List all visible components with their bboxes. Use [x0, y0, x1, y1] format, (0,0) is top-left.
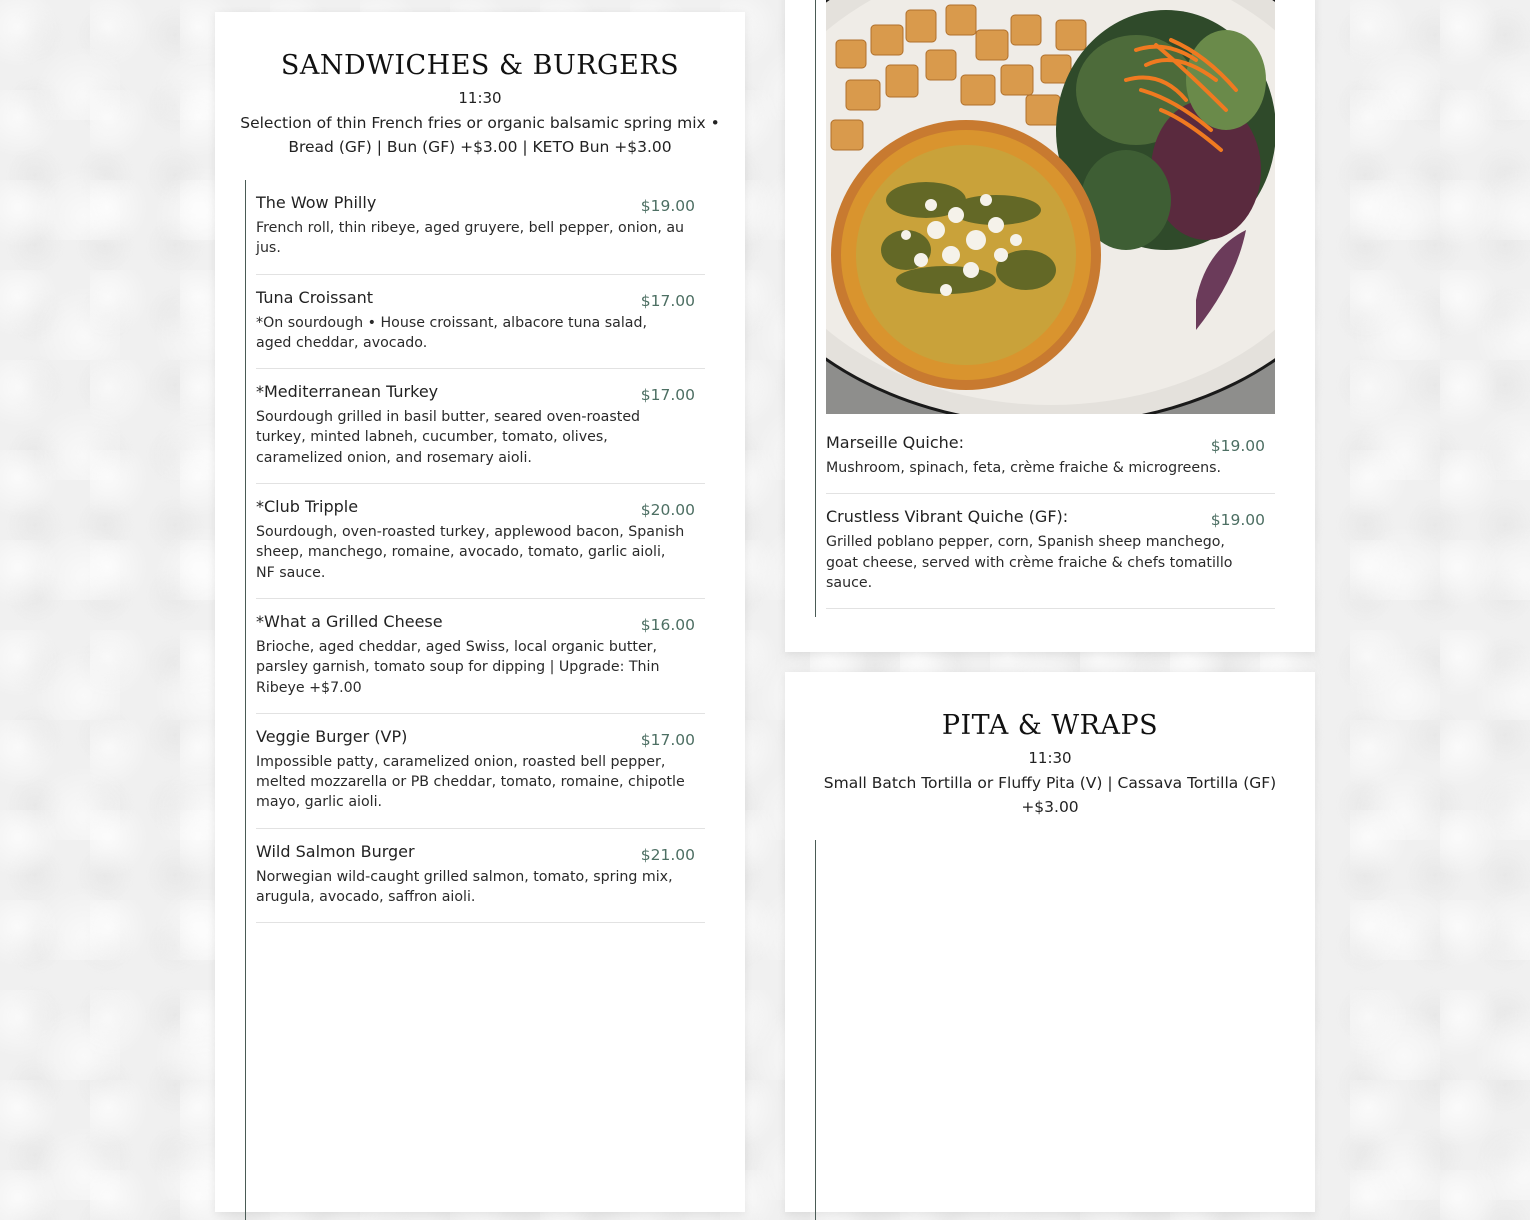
menu-item-name: *What a Grilled Cheese — [256, 611, 443, 631]
menu-item[interactable] — [826, 420, 1275, 494]
menu-item-name: *Club Tripple — [256, 497, 359, 517]
quiche-plate-photo — [826, 0, 1275, 414]
menu-item-description: *On sourdough • House croissant, albacore tuna salad, aged cheddar, avocado. — [256, 314, 648, 351]
menu-item-description: Mushroom, spinach, feta, crème fraiche & microgreens. — [826, 460, 1221, 476]
menu-item-name: *Mediterranean Turkey — [256, 382, 439, 402]
menu-item[interactable] — [256, 275, 705, 370]
menu-item-price: $17.00 — [640, 386, 695, 405]
quiche-card — [785, 0, 1315, 652]
menu-item-price: $19.00 — [1210, 511, 1265, 530]
menu-item-description: Sourdough grilled in basil butter, seared oven-roasted turkey, minted labneh, cucumber, tomato, olives, caramelized onion, and rosemary aioli. — [256, 409, 641, 466]
pita-wraps-card — [785, 672, 1315, 1212]
menu-item-price: $17.00 — [640, 291, 695, 310]
menu-item-name: Wild Salmon Burger — [256, 841, 415, 861]
section-accent-line — [815, 0, 816, 617]
menu-item[interactable] — [256, 484, 705, 599]
menu-item-description: Brioche, aged cheddar, aged Swiss, local organic butter, parsley garnish, tomato soup for dipping | Upgrade: Thin Ribeye +$7.00 — [256, 638, 660, 696]
menu-item-description: Sourdough, oven-roasted turkey, applewood bacon, Spanish sheep, manchego, romaine, avocado, tomato, garlic aioli, NF sauce. — [256, 524, 685, 581]
menu-item[interactable] — [256, 599, 705, 714]
menu-item-price: $17.00 — [640, 730, 695, 749]
menu-item-name: Crustless Vibrant Quiche (GF): — [826, 507, 1069, 527]
menu-item-price: $16.00 — [640, 615, 695, 634]
menu-item-description: Norwegian wild-caught grilled salmon, tomato, spring mix, arugula, avocado, saffron aioli. — [256, 868, 673, 906]
menu-item-name: Tuna Croissant — [256, 287, 374, 307]
section-accent-line — [245, 180, 246, 1220]
section-time: 11:30 — [458, 89, 502, 107]
menu-item-list — [826, 420, 1275, 609]
section-description: Small Batch Tortilla or Fluffy Pita (V) | Cassava Tortilla (GF) +$3.00 — [823, 774, 1277, 816]
menu-item[interactable] — [256, 180, 705, 275]
section-title: PITA & WRAPS — [941, 710, 1159, 741]
section-time: 11:30 — [1028, 749, 1072, 767]
menu-item-price: $20.00 — [640, 501, 695, 520]
menu-item-price: $19.00 — [1210, 437, 1265, 455]
menu-item[interactable] — [256, 714, 705, 829]
menu-item-description: Impossible patty, caramelized onion, roasted bell pepper, melted mozzarella or PB cheddar, tomato, romaine, chipotle mayo, garlic aioli. — [256, 753, 685, 811]
menu-item-price: $21.00 — [640, 845, 695, 864]
section-title: SANDWICHES & BURGERS — [280, 50, 680, 81]
menu-item-description: French roll, thin ribeye, aged gruyere, bell pepper, onion, au jus. — [256, 220, 685, 257]
menu-item-name: Veggie Burger (VP) — [256, 726, 408, 746]
menu-item[interactable] — [256, 369, 705, 484]
menu-item-name: Marseille Quiche: — [826, 433, 964, 452]
menu-item-description: Grilled poblano pepper, corn, Spanish sheep manchego, goat cheese, served with crème fraiche & chefs tomatillo sauce. — [826, 534, 1233, 591]
menu-item[interactable] — [826, 494, 1275, 609]
section-accent-line — [815, 840, 816, 1220]
menu-item-name: The Wow Philly — [256, 193, 377, 212]
menu-item-price: $19.00 — [640, 197, 695, 215]
menu-item-list — [256, 180, 705, 923]
sandwiches-burgers-card — [215, 12, 745, 1212]
menu-item[interactable] — [256, 829, 705, 924]
section-description: Selection of thin French fries or organic balsamic spring mix • Bread (GF) | Bun (GF) +$3.00 | KETO Bun +$3.00 — [240, 114, 720, 156]
